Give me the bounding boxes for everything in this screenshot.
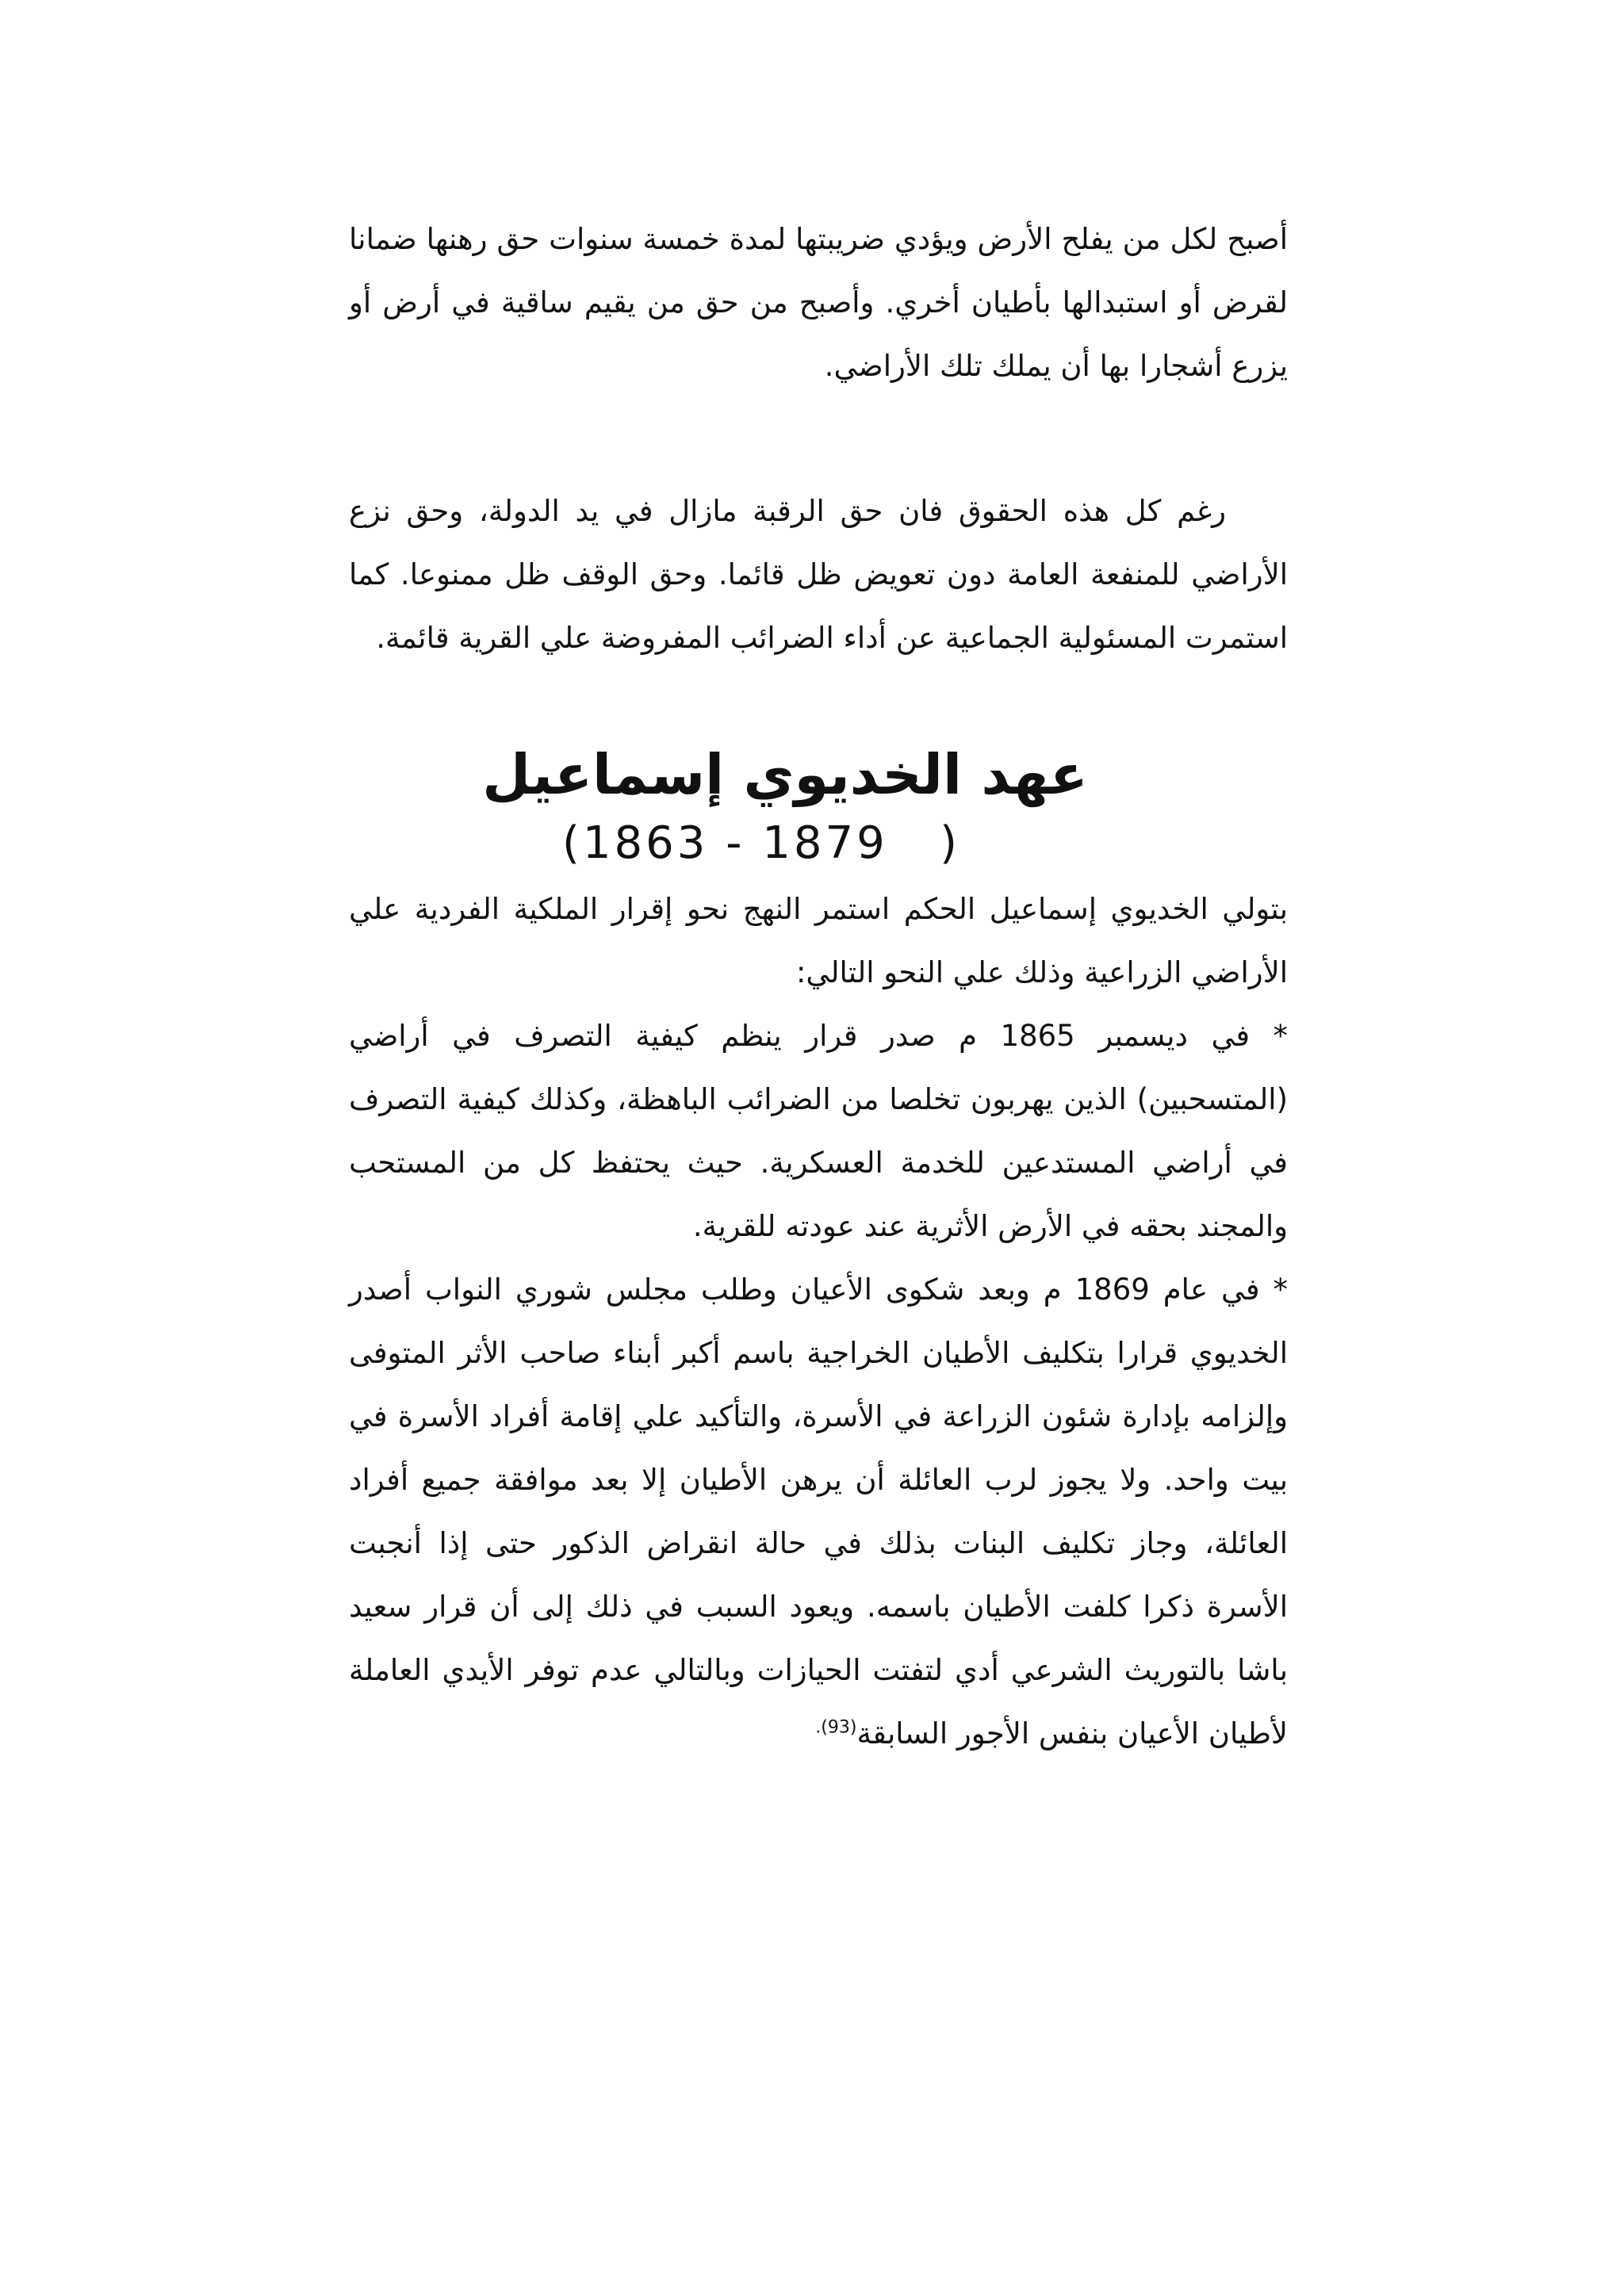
section-title: عهد الخديوي إسماعيل	[482, 742, 1088, 807]
paragraph-decree-1865	[349, 1004, 1288, 1258]
footnote-reference: (93).	[815, 1717, 857, 1738]
paragraph-state-rights-text: رغم كل هذه الحقوق فان حق الرقبة مازال في يد الدولة، وحق نزع الأراضي للمنفعة العامة دون تعويض ظل قائما. وحق الوقف ظل ممنوعا. كما استمرت المسئولية الجماعية عن أداء الضرائب المفروضة علي القرية قائمة.	[349, 494, 1288, 655]
paragraph-state-rights	[349, 480, 1288, 670]
paragraph-decree-1865-text: * في ديسمبر 1865 م صدر قرار ينظم كيفية التصرف في أراضي (المتسحبين) الذين يهربون تخلصا من الضرائب الباهظة، وكذلك كيفية التصرف في أراضي المستدعين للخدمة العسكرية. حيث يحتفظ كل من المستحب والمجند بحقه في الأرض الأثرية عند عودته للقرية.	[349, 1019, 1288, 1243]
paragraph-intro	[349, 878, 1288, 1004]
paragraph-decree-1869	[349, 1258, 1288, 1766]
page-content	[349, 208, 1288, 1766]
section-body	[349, 878, 1288, 1766]
paragraph-ownership-rights	[349, 208, 1288, 398]
paragraph-intro-text: بتولي الخديوي إسماعيل الحكم استمر النهج نحو إقرار الملكية الفردية علي الأراضي الزراعية وذلك علي النحو التالي:	[349, 892, 1288, 989]
paragraph-decree-1869-text: * في عام 1869 م وبعد شكوى الأعيان وطلب مجلس شوري النواب أصدر الخديوي قرارا بتكليف الأطيان الخراجية باسم أكبر أبناء صاحب الأثر المتوفى وإلزامه بإدارة شئون الزراعة في الأسرة، والتأكيد علي إقامة أفراد الأسرة في بيت واحد. ولا يجوز لرب العائلة أن يرهن الأطيان إلا بعد موافقة جميع أفراد العائلة، وجاز تكليف البنات بذلك في حالة انقراض الذكور حتى إذا أنجبت الأسرة ذكرا كلفت الأطيان باسمه. ويعود السبب في ذلك إلى أن قرار سعيد باشا بالتوريث الشرعي أدي لتفتت الحيازات وبالتالي عدم توفر الأيدي العاملة لأطيان الأعيان بنفس الأجور السابقة	[349, 1272, 1288, 1751]
paragraph-ownership-rights-text: أصبح لكل من يفلح الأرض ويؤدي ضريبتها لمدة خمسة سنوات حق رهنها ضمانا لقرض أو استبدالها بأطيان أخري. وأصبح من حق من يقيم ساقية في أرض أو يزرع أشجارا بها أن يملك تلك الأراضي.	[349, 222, 1288, 383]
paragraph-spacer	[349, 398, 1288, 480]
section-years: (1863 - 1879 )	[562, 817, 960, 869]
